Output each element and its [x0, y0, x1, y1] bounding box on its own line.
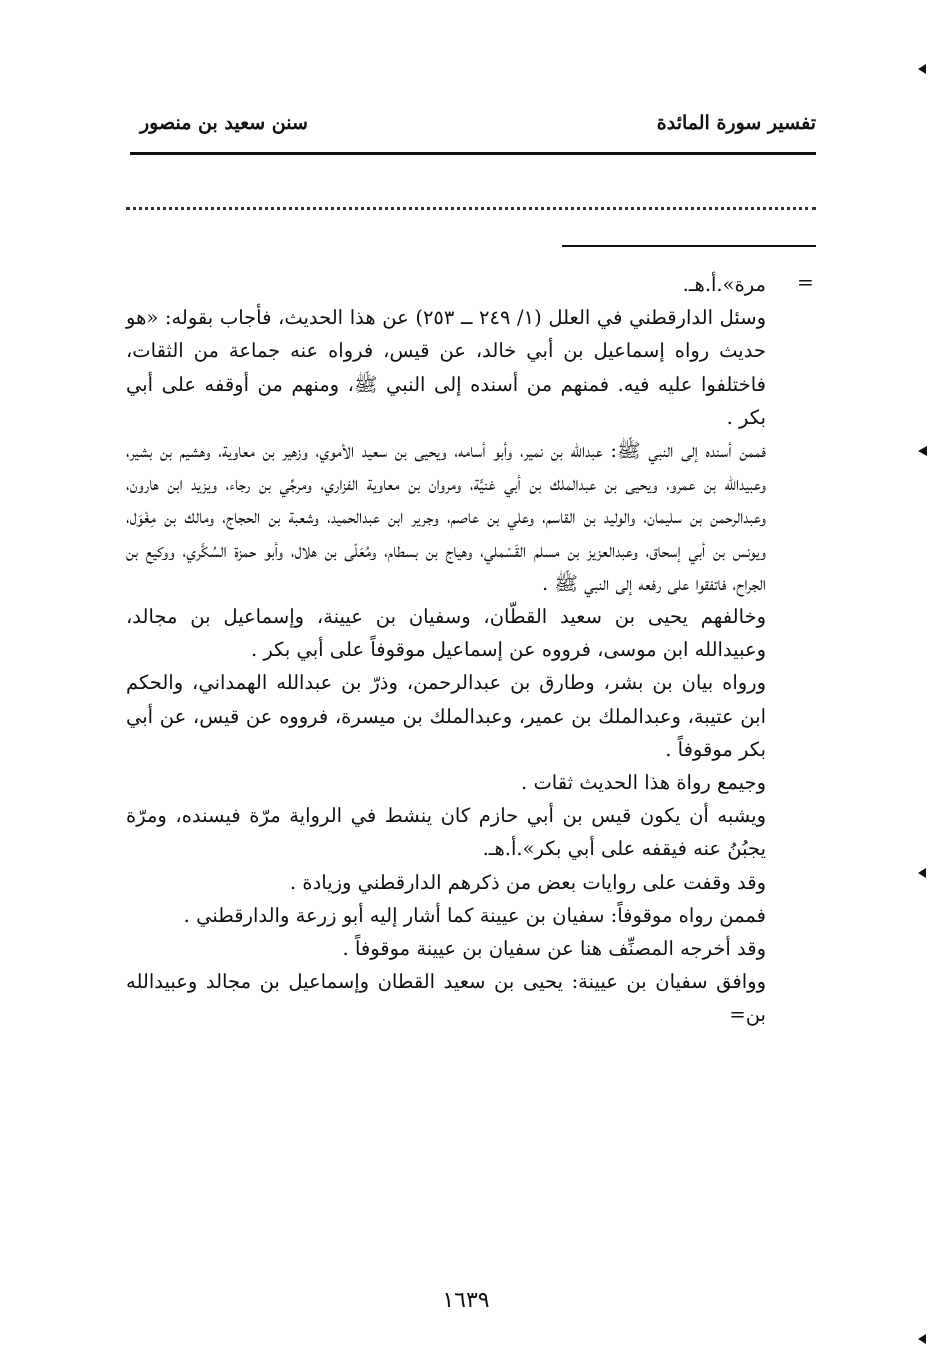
footnote-rule — [562, 245, 816, 247]
margin-mark — [918, 64, 926, 74]
page-number: ١٦٣٩ — [442, 1288, 490, 1313]
paragraph: ووافق سفيان بن عيينة: يحيى بن سعيد القطان وإسماعيل بن مجالد وعبيدالله بن= — [126, 970, 766, 1027]
paragraph: ويشبه أن يكون قيس بن أبي حازم كان ينشط في الرواية مرّة فيسنده، ومرّة يجبُنُ عنه فيقفه على أبي بكر».أ.هـ. — [126, 804, 766, 861]
margin-mark — [918, 868, 926, 878]
paragraph: وخالفهم يحيى بن سعيد القطّان، وسفيان بن عيينة، وإسماعيل بن مجالد، وعبيدالله ابن موسى، فرووه عن إسماعيل موقوفاً على أبي بكر . — [126, 605, 766, 662]
paragraph: وجيمع رواة هذا الحديث ثقات . — [521, 771, 766, 795]
paragraph: وسئل الدارقطني في العلل (١/ ٢٤٩ ــ ٢٥٣) عن هذا الحديث، فأجاب بقوله: «هو حديث رواه إسماعيل بن أبي خالد، عن قيس، فرواه عنه جماعة من الثقات، فاختلفوا عليه فيه. فمنهم من أسنده إلى النبي ﷺ، ومنهم من أوقفه على أبي بكر . — [126, 306, 766, 429]
footnote-body — [126, 268, 766, 1032]
dotted-separator — [126, 207, 816, 210]
paragraph: وقد أخرجه المصنِّف هنا عن سفيان بن عيينة موقوفاً . — [342, 937, 766, 961]
header-book-title: سنن سعيد بن منصور — [140, 112, 308, 134]
paragraph: فممن رواه موقوفاً: سفيان بن عيينة كما أشار إليه أبو زرعة والدارقطني . — [183, 903, 766, 927]
running-header — [130, 112, 816, 142]
header-rule — [130, 152, 816, 155]
paragraph: وقد وقفت على روايات بعض من ذكرهم الدارقطني وزيادة . — [289, 870, 766, 894]
margin-mark — [918, 1334, 926, 1344]
footnote-continuation-marker: = — [797, 270, 814, 294]
header-chapter-title: تفسير سورة المائدة — [656, 112, 816, 134]
paragraph: مرة».أ.هـ. — [682, 273, 766, 296]
margin-mark — [918, 446, 927, 456]
paragraph: فممن أسنده إلى النبي ﷺ: عبدالله بن نمير، وأبو أسامه، ويحيى بن سعيد الأموي، وزهير بن معاوية، وهشيم بن بشير، وعبيدالله بن عمرو، ويحيى بن عبدالملك بن أبي غنيَّة، ومروان بن معاوية الفزاري، ومرجِّي بن رجاء، ويزيد ابن هارون، وعبدالرحمن بن سليمان، والوليد بن القاسم، وعلي بن عاصم، وجرير ابن عبدالحميد، وشعبة بن الحجاج، ومالك بن مِغْوَل، ويونس بن أبي إسحاق، وعبدالعزيز بن مسلم القَسْملي، وهياج بن بسطام، ومُعَلّى بن هلال، وأبو حمزة السُكَّري، ووكيع بن الجراح، فاتفقوا على رفعه إلى النبي ﷺ . — [126, 439, 766, 595]
paragraph: ورواه بيان بن بشر، وطارق بن عبدالرحمن، وذرّ بن عبدالله الهمداني، والحكم ابن عتيبة، وعبدالملك بن عمير، وعبدالملك بن ميسرة، فرووه عن قيس، عن أبي بكر موقوفاً . — [126, 671, 766, 761]
